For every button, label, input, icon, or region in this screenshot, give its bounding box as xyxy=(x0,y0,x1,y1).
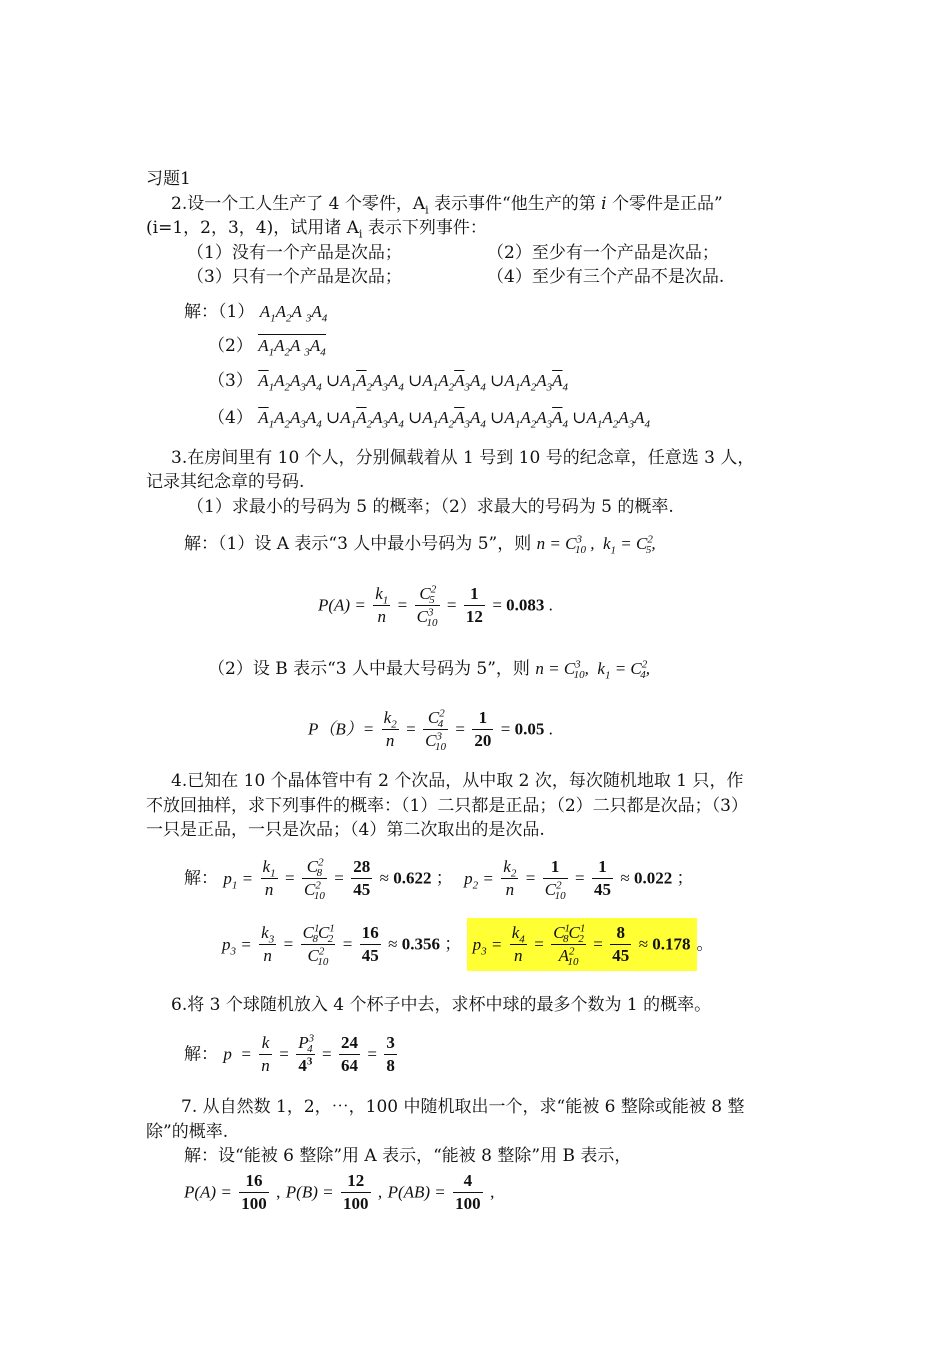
formula-exactly-one: $\overline{A}_1A_2A_3A_4$ $\cup A_1\overline{A}_2A_3A_4$ $\cup A_1A_2\overline{A}_3A_4$ $\cup A_1A_2A_3\overline{A}_4$ xyxy=(258,371,568,394)
exercise-heading: 习题1 xyxy=(146,169,191,189)
p6-line1: 6.将 3 个球随机放入 4 个杯子中去，求杯中球的最多个数为 1 的概率。 xyxy=(171,995,712,1015)
frac-c42-c103: $\frac{C^2_4}{C^3_{10}}$ xyxy=(425,707,446,754)
p3-line3: （1）求最小的号码为 5 的概率；（2）求最大的号码为 5 的概率. xyxy=(187,497,674,517)
p2-option-1: （1）没有一个产品是次品； xyxy=(187,243,402,263)
p7-line2: 除”的概率. xyxy=(146,1122,229,1142)
p2-solution-1: 解：（1） $A_1A_2A$ $_3A_4$ xyxy=(184,302,328,325)
formula-at-least-three: $\overline{A}_1A_2A_3A_4$ $\cup A_1\overline{A}_2A_3A_4$ $\cup A_1A_2\overline{A}_3A_4$ $\cup A_1A_2A_3\overline{A}_4$ $\cup A_1A_2A_3A_4$ xyxy=(258,408,651,431)
p2-option-3: （3）只有一个产品是次品； xyxy=(187,267,402,287)
frac-k1-n: $\frac{k_1}{n}$ xyxy=(375,584,389,626)
formula-n-k1-b: $n = C^3_{10}$, $k_1 = C^2_4$, xyxy=(535,658,651,682)
p3-solution-2: （2）设 B 表示“3 人中最大号码为 5”，则 $n = C^3_{10}$, $k_1 = C^2_4$, xyxy=(208,658,651,682)
p4-solution-row2: $p_3$ = $\frac{k_3}{n}$ = $\frac{C^1_8C^1_2}{C^2_{10}}$ = $\frac{16}{45}$ ≈ 0.356 ； $p_3$ = $\frac{k_4}{n}$ = $\frac{C^1_8C^1_2}{A^2_{10}}$ = $\frac{8}{45}$ ≈ 0.178 。 xyxy=(222,918,714,984)
p7-line3: 解：设“能被 6 整除”用 A 表示，“能被 8 整除”用 B 表示， xyxy=(184,1146,632,1166)
p7-line1: 7. 从自然数 1，2，⋯，100 中随机取出一个，求“能被 6 整除或能被 8 整 xyxy=(181,1097,745,1117)
p3-solution-1: 解：（1）设 A 表示“3 人中最小号码为 5”，则 $n = C^3_{10}$ , $k_1 = C^2_5$, xyxy=(184,533,656,557)
formula-complement: $A_1A_2A$ $_3A_4$ xyxy=(258,336,326,359)
formula-n-k1: $n = C^3_{10}$ , $k_1 = C^2_5$, xyxy=(536,533,656,557)
p2-intro-line2: (i=1，2，3，4)，试用诸 $A_i$ 表示下列事件： xyxy=(146,218,487,241)
frac-c52-c103: $\frac{C^2_5}{C^3_{10}}$ xyxy=(416,583,438,630)
p4-solution-row1: 解： $p_1$ = $\frac{k_1}{n}$ = $\frac{C^2_8}{C^2_{10}}$ = $\frac{28}{45}$ ≈ 0.622 ； $p_2$ = $\frac{k_2}{n}$ = $\frac{1}{C^2_{10}}$ = $\frac{1}{45}$ ≈ 0.022 ； xyxy=(184,856,694,903)
p2-intro-line1: 2.设一个工人生产了 4 个零件，$A_i$ 表示事件“他生产的第 i 个零件是正品” xyxy=(171,194,723,217)
p4-line3: 一只是正品，一只是次品；（4）第二次取出的是次品. xyxy=(146,820,545,840)
p2-option-4: （4）至少有三个产品不是次品. xyxy=(487,267,725,287)
p6-solution: 解： p = $\frac{k}{n}$ = $\frac{P^3_4}{4^3}$ = $\frac{24}{64}$ = $\frac{3}{8}$ xyxy=(184,1032,395,1075)
p3-line2: 记录其纪念章的号码. xyxy=(146,472,305,492)
frac-1-20: $\frac{1}{20}$ xyxy=(474,708,492,750)
frac-1-12: $\frac{1}{12}$ xyxy=(465,584,483,626)
p2-solution-4: （4） $\overline{A}_1A_2A_3A_4$ $\cup A_1\overline{A}_2A_3A_4$ $\cup A_1A_2\overline{A}_3A_4$ $\cup A_1A_2A_3\overline{A}_4$ $\cup A_1A_2A_3A_4$ xyxy=(208,408,651,431)
p4-line1: 4.已知在 10 个晶体管中有 2 个次品，从中取 2 次，每次随机地取 1 只，作 xyxy=(171,771,744,791)
p3-formula-pa: P(A) = $\frac{k_1}{n}$ = $\frac{C^2_5}{C^3_{10}}$ = $\frac{1}{12}$ = 0.083 . xyxy=(318,583,553,630)
p2-solution-2: （2） $A_1A_2A$ $_3A_4$ xyxy=(208,336,326,359)
p4-line2: 不放回抽样，求下列事件的概率：（1）二只都是正品；（2）二只都是次品；（3） xyxy=(146,796,748,816)
frac-k2-n: $\frac{k_2}{n}$ xyxy=(383,708,397,750)
p3-formula-pb: P（B）= $\frac{k_2}{n}$ = $\frac{C^2_4}{C^3_{10}}$ = $\frac{1}{20}$ = 0.05 . xyxy=(308,707,553,754)
highlighted-answer: $p_3$ = $\frac{k_4}{n}$ = $\frac{C^1_8C^1_2}{A^2_{10}}$ = $\frac{8}{45}$ ≈ 0.178 xyxy=(467,918,697,971)
p2-solution-3: （3） $\overline{A}_1A_2A_3A_4$ $\cup A_1\overline{A}_2A_3A_4$ $\cup A_1A_2\overline{A}_3A_4$ $\cup A_1A_2A_3\overline{A}_4$ xyxy=(208,371,568,394)
formula-a1a2a3a4: $A_1A_2A$ $_3A_4$ xyxy=(259,302,328,325)
p2-option-2: （2）至少有一个产品是次品； xyxy=(487,243,719,263)
p7-formulas: P(A) = $\frac{16}{100}$ , P(B) = $\frac{12}{100}$ , P(AB) = $\frac{4}{100}$ , xyxy=(184,1171,495,1213)
p3-line1: 3.在房间里有 10 个人，分别佩载着从 1 号到 10 号的纪念章，任意选 3 人， xyxy=(171,448,755,468)
